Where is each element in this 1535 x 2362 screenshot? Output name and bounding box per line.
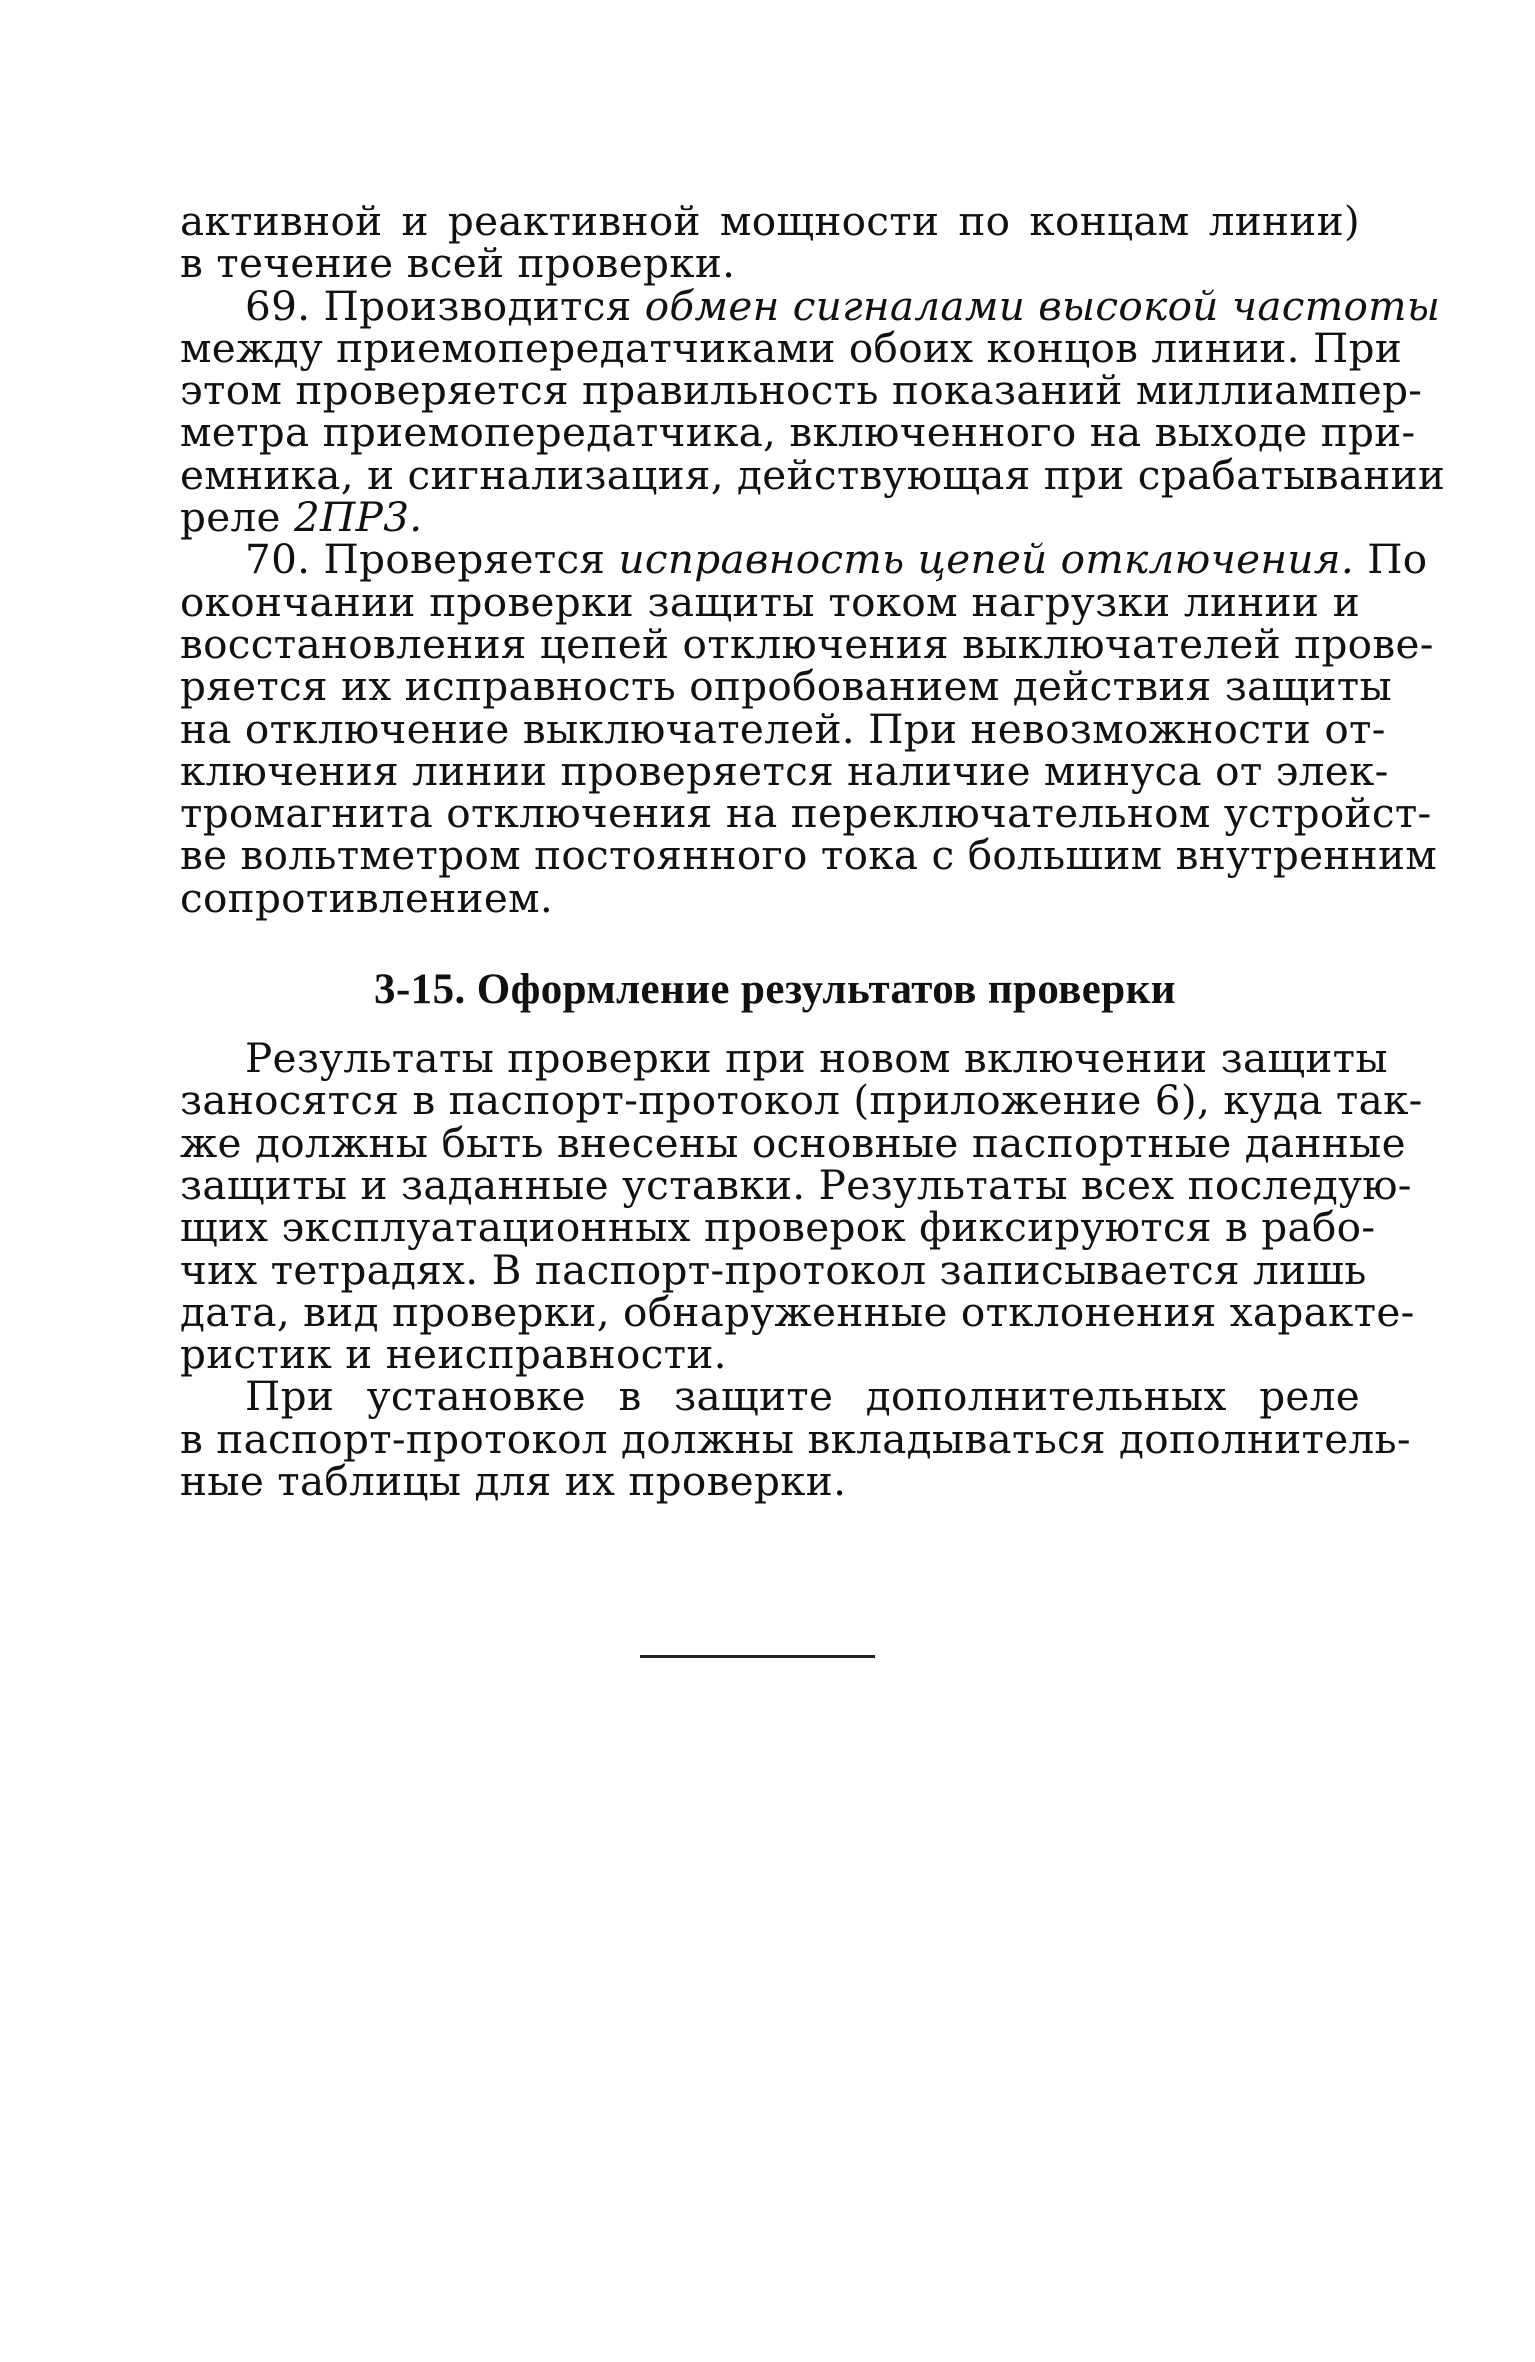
text-line: защиты и заданные уставки. Результаты всех последую-	[180, 1160, 1412, 1209]
end-rule-divider	[640, 1655, 875, 1658]
section-heading: 3-15. Оформление результатов проверки	[374, 966, 1176, 1014]
item-number: 70.	[245, 535, 311, 584]
item-term: исправность цепей отключения.	[618, 535, 1354, 584]
item-number: 69.	[245, 281, 311, 330]
text-line: этом проверяется правильность показаний миллиампер-	[180, 366, 1423, 415]
text-line: тромагнита отключения на переключательном устройст-	[180, 789, 1432, 838]
text-line: ряется их исправность опробованием действия защиты	[180, 662, 1393, 711]
item-verb: Проверяется	[323, 535, 606, 584]
section-paragraph-2	[180, 1372, 1411, 1506]
document-page	[180, 197, 1446, 1506]
text-line: дата, вид проверки, обнаруженные отклонения характе-	[180, 1287, 1415, 1336]
text-line	[180, 281, 1441, 330]
relay-designation: 2ПР3.	[293, 493, 423, 542]
paragraph-item-69	[180, 281, 1446, 542]
text-line: в течение всей проверки.	[180, 239, 736, 288]
relay-prefix: реле	[180, 493, 281, 542]
text-line: Результаты проверки при новом включении защиты	[245, 1034, 1388, 1083]
text-line	[180, 493, 1360, 542]
text-line: При установке в защите дополнительных реле	[245, 1372, 1360, 1421]
text-line: емника, и сигнализация, действующая при срабатывании	[180, 450, 1446, 499]
item-term: обмен сигналами высокой частоты	[644, 281, 1441, 330]
text-line	[180, 535, 1428, 584]
text-line: же должны быть внесены основные паспортные данные	[180, 1118, 1406, 1167]
text-line: метра приемопередатчика, включенного на выходе при-	[180, 408, 1416, 457]
text-line: на отключение выключателей. При невозможности от-	[180, 704, 1386, 753]
text-line: сопротивлением.	[180, 873, 554, 922]
text-line: окончании проверки защиты током нагрузки линии и	[180, 577, 1360, 626]
text-line: ные таблицы для их проверки.	[180, 1457, 847, 1506]
text-line: ве вольтметром постоянного тока с большим внутренним	[180, 831, 1438, 880]
text-line: ристик и неисправности.	[180, 1330, 727, 1379]
paragraph-item-70	[180, 535, 1438, 922]
text-line: ключения линии проверяется наличие минуса от элек-	[180, 746, 1389, 795]
text-line: активной и реактивной мощности по концам линии)	[180, 197, 1360, 245]
text-line: чих тетрадях. В паспорт-протокол записывается лишь	[180, 1245, 1367, 1294]
text-line: заносятся в паспорт-протокол (приложение 6), куда так-	[180, 1076, 1423, 1125]
item-tail: По	[1367, 535, 1428, 584]
paragraph-continuation	[180, 197, 1360, 288]
section-paragraph-1	[180, 1034, 1423, 1379]
text-line: между приемопередатчиками обоих концов линии. При	[180, 323, 1403, 372]
text-line: восстановления цепей отключения выключателей прове-	[180, 619, 1434, 668]
item-verb: Производится	[323, 281, 632, 330]
text-line: щих эксплуатационных проверок фиксируются в рабо-	[180, 1203, 1376, 1252]
text-line: в паспорт-протокол должны вкладываться дополнитель-	[180, 1414, 1411, 1463]
